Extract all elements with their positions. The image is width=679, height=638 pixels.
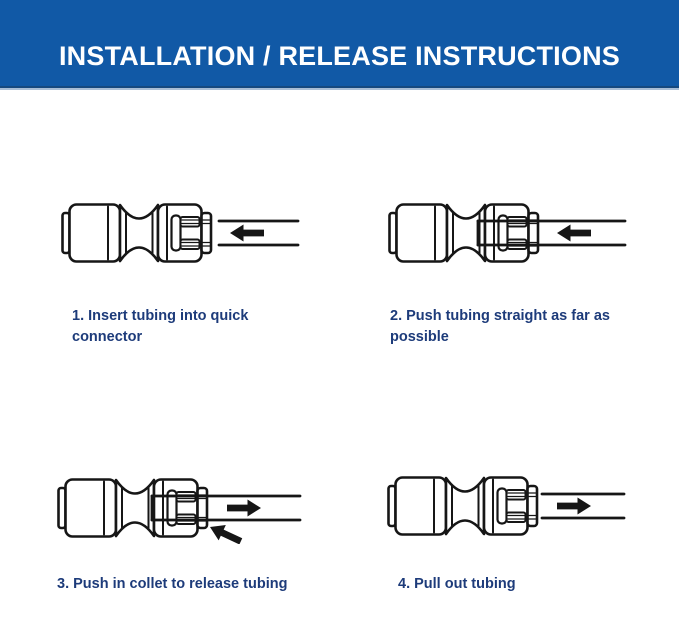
step-3-caption: 3. Push in collet to release tubing — [57, 576, 288, 592]
header-banner — [0, 0, 679, 88]
quick-connector — [63, 205, 212, 262]
quick-connector — [389, 478, 538, 535]
step-1-diagram — [59, 197, 309, 269]
arrow-left-icon — [557, 225, 591, 242]
step-2-caption: 2. Push tubing straight as far as possible — [390, 308, 610, 346]
quick-connector — [390, 205, 539, 262]
step-4-diagram — [385, 470, 635, 542]
step-4-caption: 4. Pull out tubing — [398, 576, 516, 592]
step-2-diagram — [386, 197, 636, 269]
arrow-right-icon — [557, 498, 591, 515]
arrow-right-icon — [227, 500, 261, 517]
step-3-diagram — [55, 472, 305, 544]
arrow-left-icon — [230, 225, 264, 242]
page-title: INSTALLATION / RELEASE INSTRUCTIONS — [58, 40, 620, 71]
step-1-caption: 1. Insert tubing into quick connector — [72, 308, 249, 346]
quick-connector — [59, 480, 208, 537]
arrow-press-collet-icon — [206, 519, 244, 544]
